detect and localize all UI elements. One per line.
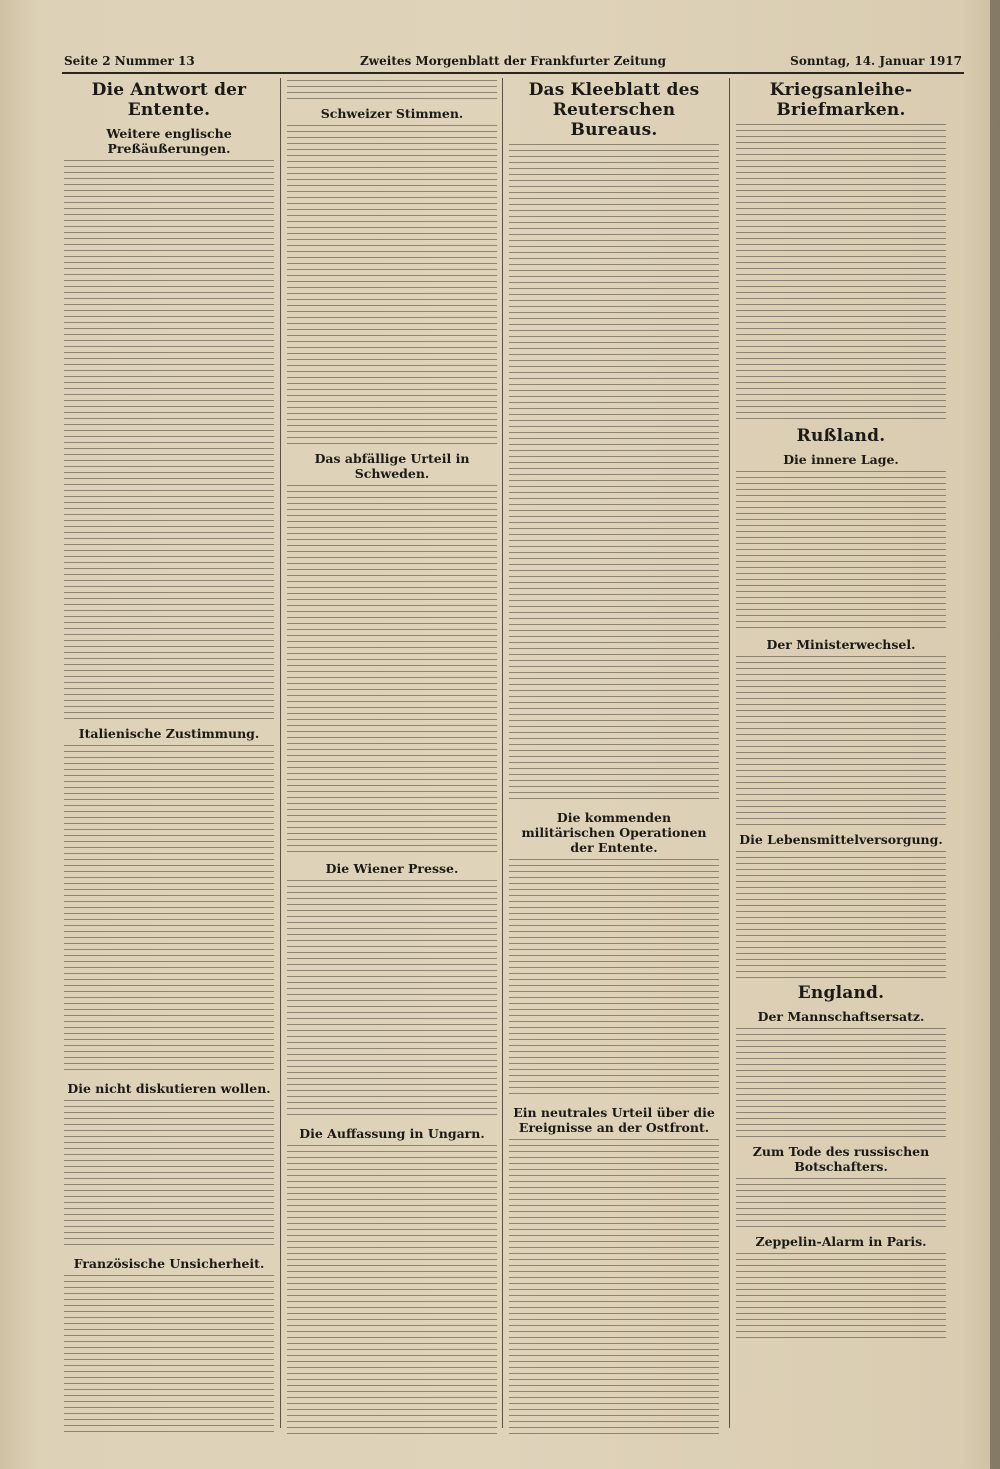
section-heading: Französische Unsicherheit.	[73, 1256, 265, 1271]
column-4	[736, 78, 946, 1436]
section-heading: Die Lebensmittelversorgung.	[739, 832, 943, 847]
section-heading: Die Auffassung in Ungarn.	[299, 1126, 485, 1141]
section-heading: Die Wiener Presse.	[325, 861, 459, 876]
column-rule	[502, 78, 503, 1428]
body-text	[736, 471, 946, 631]
body-text	[509, 144, 719, 804]
body-text	[736, 656, 946, 826]
body-text	[64, 1100, 274, 1250]
article-title: Das Kleeblatt des Reuterschen Bureaus.	[528, 80, 700, 140]
section-heading: Zum Tode des russischen Botschafters.	[752, 1144, 930, 1174]
section-heading: Die nicht diskutieren wollen.	[67, 1081, 271, 1096]
article-title: Kriegsanleihe-Briefmarken.	[769, 80, 913, 120]
column-1	[64, 78, 274, 1436]
issue-date: Sonntag, 14. Januar 1917	[790, 54, 962, 68]
page-number: Seite 2 Nummer 13	[64, 54, 195, 68]
column-2	[287, 78, 497, 1436]
section-heading: Die innere Lage.	[783, 452, 899, 467]
body-text	[736, 1253, 946, 1343]
section-heading: Die kommenden militärischen Operationen der Entente.	[521, 810, 707, 855]
body-text	[287, 1145, 497, 1436]
body-text	[64, 745, 274, 1075]
body-text	[736, 851, 946, 981]
body-text	[736, 1178, 946, 1228]
body-text	[287, 80, 497, 100]
body-text	[287, 125, 497, 445]
column-rule	[280, 78, 281, 1428]
body-text	[509, 859, 719, 1099]
body-text	[287, 485, 497, 855]
section-heading: Ein neutrales Urteil über die Ereignisse an der Ostfront.	[513, 1105, 715, 1135]
body-text	[509, 1139, 719, 1436]
body-text	[64, 1275, 274, 1436]
section-heading: Italienische Zustimmung.	[78, 726, 260, 741]
binding-edge	[990, 0, 1000, 1469]
column-rule	[729, 78, 730, 1428]
section-heading: Der Ministerwechsel.	[766, 637, 916, 652]
section-heading: Zeppelin-Alarm in Paris.	[755, 1234, 927, 1249]
article-subtitle: Weitere englische Preßäußerungen.	[106, 126, 232, 156]
country-heading: England.	[797, 983, 885, 1003]
section-heading: Schweizer Stimmen.	[320, 106, 464, 121]
masthead	[62, 52, 964, 74]
country-heading: Rußland.	[796, 426, 886, 446]
section-heading: Das abfällige Urteil in Schweden.	[314, 451, 470, 481]
newspaper-title: Zweites Morgenblatt der Frankfurter Zeitung	[360, 54, 666, 68]
body-text	[64, 160, 274, 720]
column-3	[509, 78, 719, 1436]
body-text	[287, 880, 497, 1120]
article-title: Die Antwort der Entente.	[91, 80, 247, 120]
body-text	[736, 1028, 946, 1138]
body-text	[736, 124, 946, 424]
section-heading: Der Mannschaftsersatz.	[757, 1009, 925, 1024]
